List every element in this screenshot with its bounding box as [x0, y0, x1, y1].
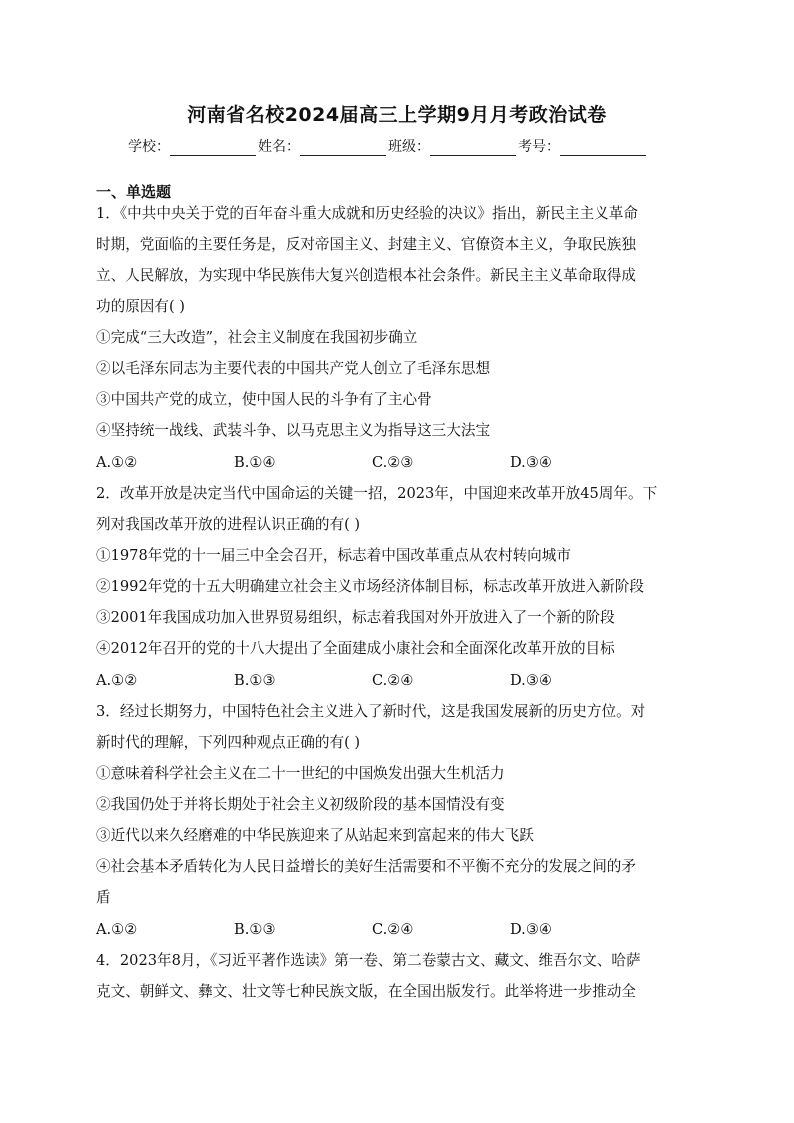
option-c[interactable]: C.②④ — [372, 921, 414, 938]
q1-stem-line: 时期，党面临的主要任务是，反对帝国主义、封建主义、官僚资本主义，争取民族独 — [96, 236, 636, 253]
q3-item: 盾 — [96, 889, 111, 906]
name-field — [258, 136, 388, 156]
q1-item: ①完成“三大改造”，社会主义制度在我国初步确立 — [96, 329, 418, 346]
option-c[interactable]: C.②③ — [372, 454, 414, 471]
class-label: 班级： — [388, 139, 430, 155]
exam-title: 河南省名校2024届高三上学期9月月考政治试卷 — [187, 104, 607, 126]
option-a[interactable]: A.①② — [96, 672, 138, 689]
name-label: 姓名： — [258, 139, 300, 155]
option-a[interactable]: A.①② — [96, 921, 138, 938]
q2-stem-line: 2．改革开放是决定当代中国命运的关键一招，2023年，中国迎来改革开放45周年。下 — [96, 485, 658, 502]
school-field — [128, 136, 258, 156]
q3-item: ①意味着科学社会主义在二十一世纪的中国焕发出强大生机活力 — [96, 765, 505, 782]
q3-stem-line: 3．经过长期努力，中国特色社会主义进入了新时代，这是我国发展新的历史方位。对 — [96, 703, 646, 720]
exam-number-field — [518, 136, 648, 156]
q1-item: ④坚持统一战线、武装斗争、以马克思主义为指导这三大法宝 — [96, 422, 491, 439]
class-field — [388, 136, 518, 156]
option-c[interactable]: C.②④ — [372, 672, 414, 689]
q3-stem-line: 新时代的理解，下列四种观点正确的有( ) — [96, 734, 361, 751]
q4-stem-line: 4．2023年8月，《习近平著作选读》第一卷、第二卷蒙古文、藏文、维吾尔文、哈萨 — [96, 952, 641, 969]
q1-options — [96, 453, 700, 473]
school-blank[interactable] — [170, 139, 256, 156]
q2-item: ③2001年我国成功加入世界贸易组织，标志着我国对外开放进入了一个新的阶段 — [96, 609, 615, 626]
q3-item: ④社会基本矛盾转化为人民日益增长的美好生活需要和不平衡不充分的发展之间的矛 — [96, 858, 636, 875]
q1-stem-line: 功的原因有( ) — [96, 298, 185, 315]
q4-stem-line: 克文、朝鲜文、彝文、壮文等七种民族文版，在全国出版发行。此举将进一步推动全 — [96, 983, 636, 1000]
option-d[interactable]: D.③④ — [510, 921, 552, 938]
q3-options — [96, 920, 700, 940]
exam-number-label: 考号： — [518, 139, 560, 155]
q2-item: ①1978年党的十一届三中全会召开，标志着中国改革重点从农村转向城市 — [96, 547, 571, 564]
option-b[interactable]: B.①③ — [234, 672, 276, 689]
exam-number-blank[interactable] — [560, 139, 646, 156]
q2-stem-line: 列对我国改革开放的进程认识正确的有( ) — [96, 516, 361, 533]
school-label: 学校： — [128, 139, 170, 155]
q2-item: ④2012年召开的党的十八大提出了全面建成小康社会和全面深化改革开放的目标 — [96, 640, 615, 657]
option-b[interactable]: B.①④ — [234, 454, 276, 471]
class-blank[interactable] — [430, 139, 516, 156]
q1-stem-line: 立、人民解放，为实现中华民族伟大复兴创造根本社会条件。新民主主义革命取得成 — [96, 267, 636, 284]
q2-item: ②1992年党的十五大明确建立社会主义市场经济体制目标，标志改革开放进入新阶段 — [96, 578, 644, 595]
option-a[interactable]: A.①② — [96, 454, 138, 471]
q3-item: ③近代以来久经磨难的中华民族迎来了从站起来到富起来的伟大飞跃 — [96, 827, 534, 844]
option-d[interactable]: D.③④ — [510, 672, 552, 689]
q1-item: ③中国共产党的成立，使中国人民的斗争有了主心骨 — [96, 391, 432, 408]
option-b[interactable]: B.①③ — [234, 921, 276, 938]
q1-item: ②以毛泽东同志为主要代表的中国共产党人创立了毛泽东思想 — [96, 360, 491, 377]
q1-stem-line: 1．《中共中央关于党的百年奋斗重大成就和历史经验的决议》指出，新民主主义革命 — [96, 205, 638, 222]
option-d[interactable]: D.③④ — [510, 454, 552, 471]
name-blank[interactable] — [300, 139, 386, 156]
student-info-row — [128, 134, 688, 156]
q3-item: ②我国仍处于并将长期处于社会主义初级阶段的基本国情没有变 — [96, 796, 505, 813]
section-title: 一、单选题 — [96, 183, 172, 201]
q2-options — [96, 671, 700, 691]
